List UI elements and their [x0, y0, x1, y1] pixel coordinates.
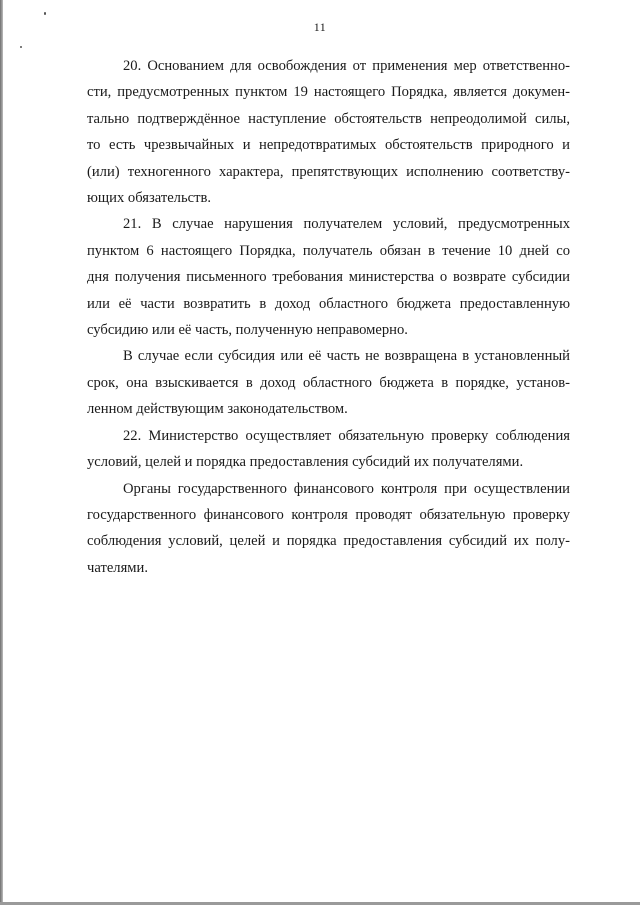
page-number: 11 [313, 20, 327, 34]
scan-speck [20, 46, 22, 48]
text-line: (или) техногенного характера, препятствующих исполнению соответству- [87, 163, 570, 180]
text-line: государственного финансового контроля проводят обязательную проверку [87, 506, 570, 523]
text-line: 20. Основанием для освобождения от применения мер ответственно- [123, 58, 570, 74]
text-line: В случае если субсидия или её часть не возвращена в установленный [123, 348, 570, 365]
scan-speck [44, 12, 46, 15]
document-body [87, 53, 570, 581]
text-line: сти, предусмотренных пунктом 19 настоящего Порядка, является докумен- [87, 84, 570, 101]
text-line: тально подтверждённое наступление обстоятельств непреодолимой силы, [87, 110, 570, 127]
text-line: соблюдения условий, целей и порядка предоставления субсидий их полу- [87, 533, 570, 550]
paragraph-21 [87, 211, 570, 343]
text-line: субсидию или её часть, полученную неправомерно. [87, 322, 408, 339]
text-line: дня получения письменного требования министерства о возврате субсидии [87, 269, 570, 286]
text-line: или её части возвратить в доход областного бюджета предоставленную [87, 295, 570, 312]
text-line: ющих обязательств. [87, 190, 212, 207]
text-line: условий, целей и порядка предоставления субсидий их получателями. [87, 454, 524, 471]
text-line: срок, она взыскивается в доход областного бюджета в порядке, установ- [87, 374, 570, 391]
text-line: 22. Министерство осуществляет обязательную проверку соблюдения [123, 427, 570, 444]
text-line: Органы государственного финансового контроля при осуществлении [123, 480, 570, 497]
text-line: ленном действующим законодательством. [87, 401, 348, 418]
paragraph-22-continued [87, 476, 570, 582]
text-line: 21. В случае нарушения получателем условий, предусмотренных [123, 216, 570, 233]
scan-left-edge [0, 0, 3, 905]
paragraph-20 [87, 53, 570, 211]
text-line: пунктом 6 настоящего Порядка, получатель обязан в течение 10 дней со [87, 242, 570, 259]
text-line: чателями. [87, 559, 148, 576]
paragraph-21-continued [87, 343, 570, 422]
paragraph-22 [87, 423, 570, 476]
text-line: то есть чрезвычайных и непредотвратимых обстоятельств природного и [87, 137, 570, 154]
